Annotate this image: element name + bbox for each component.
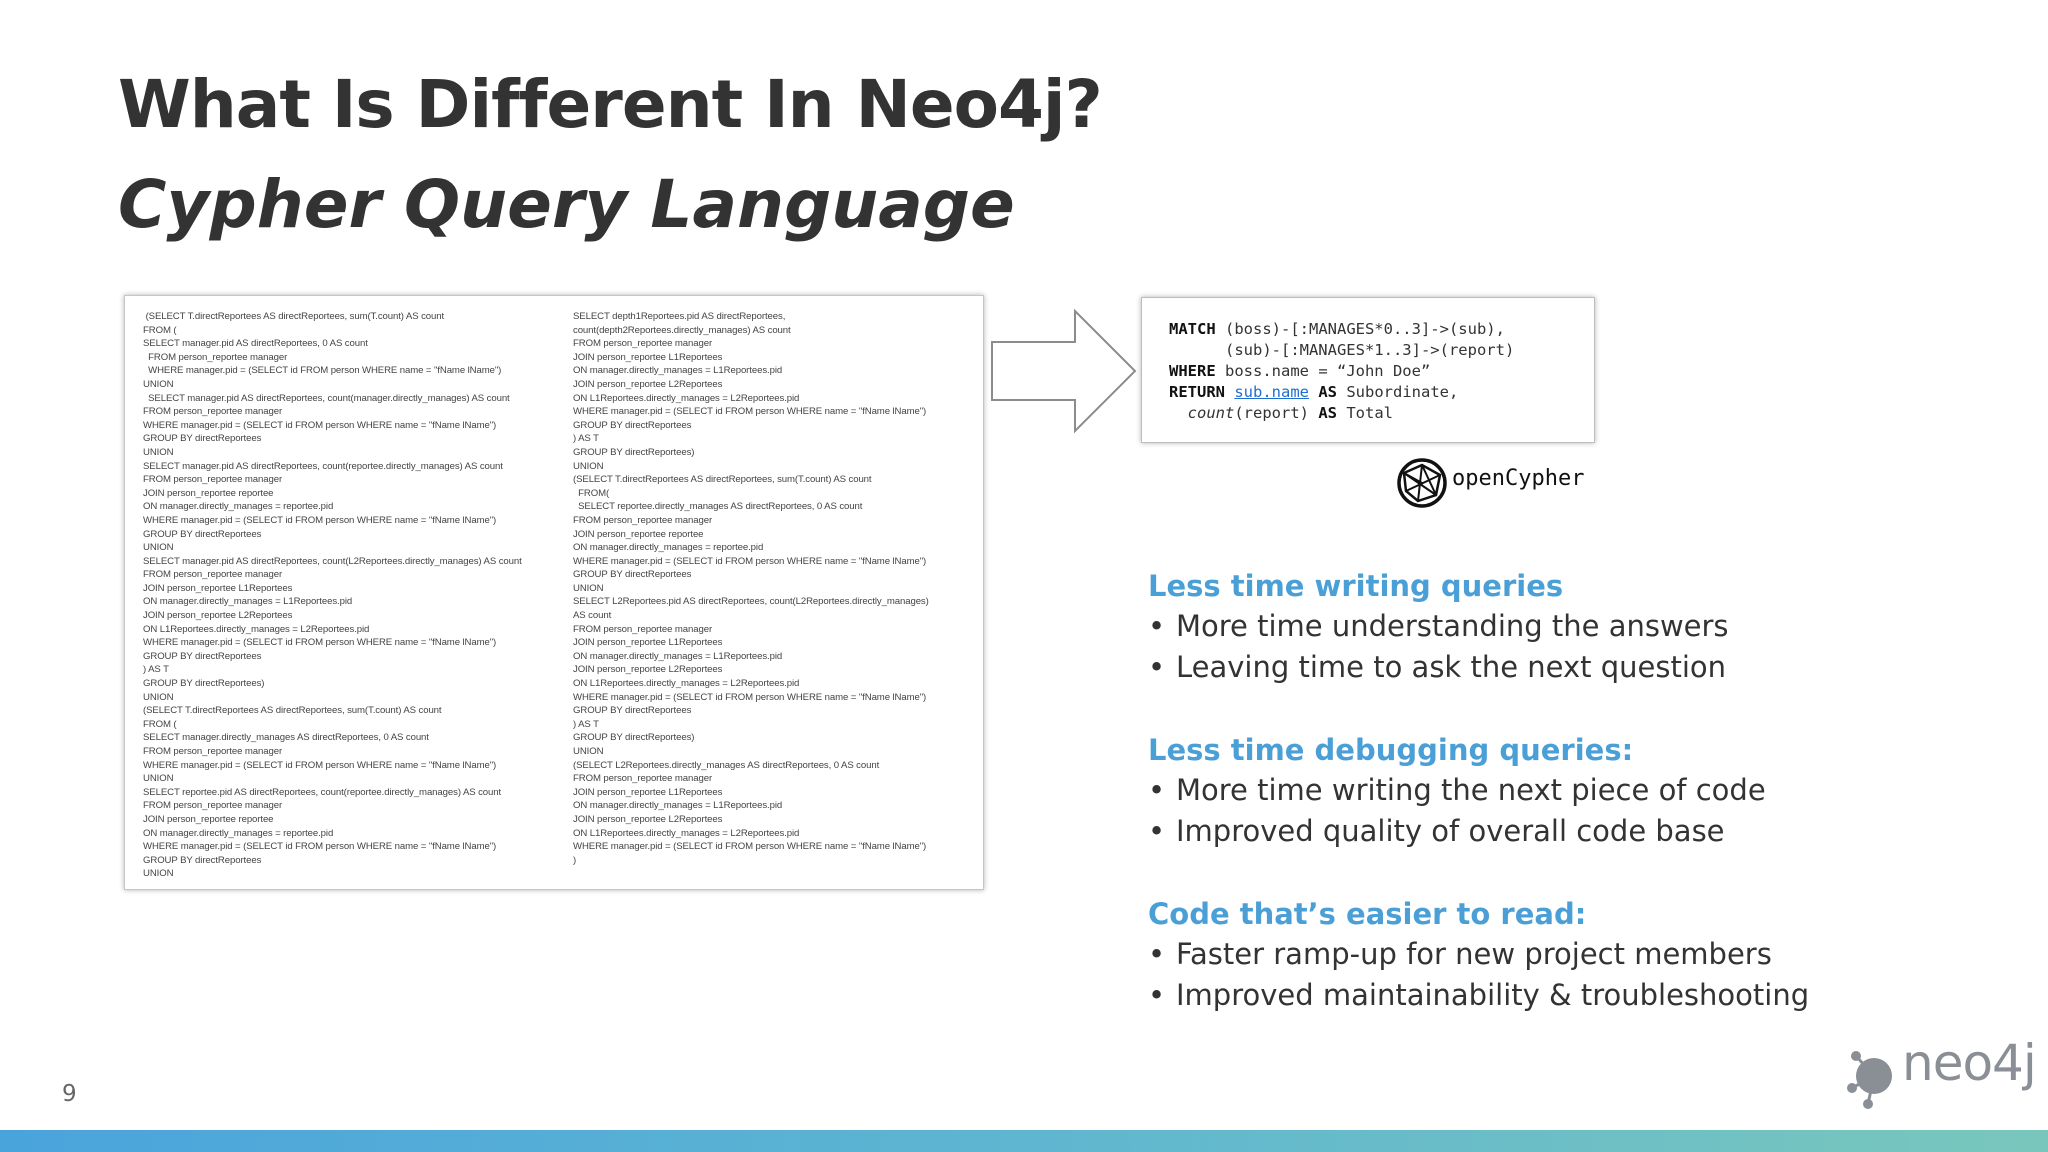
sql-line: JOIN person_reportee L1Reportees <box>573 786 723 798</box>
bullet-text: Faster ramp-up for new project members <box>1176 937 1772 971</box>
section-heading: Less time debugging queries: <box>1148 733 1634 767</box>
sql-line: (SELECT T.directReportees AS directReportees, sum(T.count) AS count <box>573 474 872 486</box>
sql-line: FROM person_reportee manager <box>143 474 283 486</box>
sql-line: ON manager.directly_manages = reportee.pid <box>143 827 334 839</box>
bullet-item <box>1148 811 1766 852</box>
bullet-dot: • <box>1148 814 1166 848</box>
section-writing <box>1148 566 1729 688</box>
sql-line: ON manager.directly_manages = L1Reportees.pid <box>573 650 783 662</box>
cypher-text: (report) <box>1234 404 1309 422</box>
sql-line: UNION <box>143 691 174 703</box>
bullet-item <box>1148 606 1729 647</box>
sql-line: UNION <box>143 542 174 554</box>
bullet-text: More time writing the next piece of code <box>1176 773 1766 807</box>
cypher-keyword: AS <box>1318 383 1338 401</box>
sql-line: JOIN person_reportee L1Reportees <box>143 582 293 594</box>
sql-line: UNION <box>573 460 604 472</box>
sql-line: UNION <box>573 746 604 757</box>
sql-line: GROUP BY directReportees <box>573 569 692 581</box>
sql-line: ON manager.directly_manages = reportee.pid <box>143 501 334 513</box>
cypher-text: (sub)-[:MANAGES*1..3]->(report) <box>1169 341 1515 359</box>
sql-line: GROUP BY directReportees) <box>573 732 695 744</box>
bullet-dot: • <box>1148 773 1166 807</box>
sql-line: WHERE manager.pid = (SELECT id FROM person WHERE name = "fName lName") <box>573 841 927 853</box>
sql-column-right <box>573 310 929 867</box>
bullet-dot: • <box>1148 978 1166 1012</box>
sql-line: FROM person_reportee manager <box>143 569 283 581</box>
sql-line: SELECT reportee.pid AS directReportees, count(reportee.directly_manages) AS count <box>143 786 502 798</box>
cypher-line-1 <box>1169 319 1594 340</box>
sql-line: FROM ( <box>143 718 177 730</box>
sql-line: WHERE manager.pid = (SELECT id FROM person WHERE name = "fName lName") <box>143 759 497 771</box>
bullet-text: Leaving time to ask the next question <box>1176 650 1727 684</box>
cypher-text: Subordinate, <box>1337 383 1459 401</box>
sql-line: (SELECT T.directReportees AS directReportees, sum(T.count) AS count <box>143 705 442 717</box>
cypher-keyword: MATCH <box>1169 320 1216 338</box>
bullet-item <box>1148 647 1729 688</box>
sql-line: JOIN person_reportee L2Reportees <box>143 610 293 622</box>
bullet-dot: • <box>1148 650 1166 684</box>
neo4j-graph-icon <box>1844 1044 1906 1110</box>
sql-line: SELECT reportee.directly_manages AS directReportees, 0 AS count <box>573 501 863 513</box>
sql-line: SELECT L2Reportees.pid AS directReportees, count(L2Reportees.directly_manages) <box>573 596 929 608</box>
cypher-text: Total <box>1337 404 1394 422</box>
sql-line: WHERE manager.pid = (SELECT id FROM person WHERE name = "fName lName") <box>143 637 497 649</box>
bullet-item <box>1148 934 1809 975</box>
sql-line: SELECT manager.pid AS directReportees, count(reportee.directly_manages) AS count <box>143 460 503 472</box>
slide-subtitle: Cypher Query Language <box>118 166 1015 243</box>
section-debugging <box>1148 730 1766 852</box>
sql-line: FROM person_reportee manager <box>573 623 713 635</box>
sql-line: ) AS T <box>573 718 599 730</box>
section-heading: Code that’s easier to read: <box>1148 897 1587 931</box>
sql-line: ) <box>573 854 577 866</box>
sql-line: JOIN person_reportee reportee <box>573 528 704 540</box>
sql-line: SELECT depth1Reportees.pid AS directReportees, <box>573 311 786 322</box>
sql-line: ON manager.directly_manages = L1Reportees.pid <box>573 800 783 812</box>
sql-line: SELECT manager.pid AS directReportees, count(L2Reportees.directly_manages) AS count <box>143 555 522 567</box>
cypher-line-5 <box>1169 403 1594 424</box>
sql-line: GROUP BY directReportees) <box>573 446 695 458</box>
sql-line: FROM person_reportee manager <box>143 351 288 363</box>
sql-line: GROUP BY directReportees <box>573 705 692 717</box>
right-arrow-icon <box>990 308 1140 434</box>
sql-line: WHERE manager.pid = (SELECT id FROM person WHERE name = "fName lName") <box>143 514 497 526</box>
bullet-item <box>1148 975 1809 1016</box>
sql-line: ON manager.directly_manages = reportee.pid <box>573 542 764 554</box>
sql-line: FROM person_reportee manager <box>573 773 713 785</box>
cypher-line-3 <box>1169 361 1594 382</box>
sql-line: ON manager.directly_manages = L1Reportees.pid <box>573 365 783 377</box>
sql-line: JOIN person_reportee L1Reportees <box>573 351 723 363</box>
sql-line: GROUP BY directReportees <box>143 433 262 445</box>
sql-line: UNION <box>143 773 174 785</box>
sql-line: GROUP BY directReportees <box>573 419 692 431</box>
sql-line: GROUP BY directReportees <box>143 854 262 866</box>
sql-line: WHERE manager.pid = (SELECT id FROM person WHERE name = "fName lName") <box>573 406 927 418</box>
cypher-keyword: WHERE <box>1169 362 1216 380</box>
section-heading: Less time writing queries <box>1148 569 1564 603</box>
sql-line: WHERE manager.pid = (SELECT id FROM person WHERE name = "fName lName") <box>143 841 497 853</box>
sql-line: FROM( <box>573 487 610 499</box>
sql-line: ) AS T <box>573 433 599 445</box>
cypher-keyword: AS <box>1318 404 1338 422</box>
sql-line: JOIN person_reportee L2Reportees <box>573 664 723 676</box>
sql-line: ON L1Reportees.directly_manages = L2Reportees.pid <box>573 827 800 839</box>
sql-line: ON L1Reportees.directly_manages = L2Reportees.pid <box>573 392 800 404</box>
bullet-text: Improved maintainability & troubleshooting <box>1176 978 1810 1012</box>
sql-line: WHERE manager.pid = (SELECT id FROM person WHERE name = "fName lName") <box>573 691 927 703</box>
sql-line: WHERE manager.pid = (SELECT id FROM person WHERE name = "fName lName") <box>573 555 927 567</box>
section-readability <box>1148 894 1809 1016</box>
sql-line: WHERE manager.pid = (SELECT id FROM person WHERE name = "fName lName") <box>143 419 497 431</box>
bullet-item <box>1148 770 1766 811</box>
sql-column-left <box>143 310 522 881</box>
sql-line: (SELECT L2Reportees.directly_manages AS directReportees, 0 AS count <box>573 759 880 771</box>
sql-line: FROM person_reportee manager <box>143 800 283 812</box>
sql-line: JOIN person_reportee L2Reportees <box>573 378 723 390</box>
sql-line: UNION <box>143 868 174 880</box>
sql-line: ON manager.directly_manages = L1Reportees.pid <box>143 596 353 608</box>
cypher-text: boss.name = “John Doe” <box>1215 362 1431 380</box>
sql-line: UNION <box>573 582 604 594</box>
sql-line: ON L1Reportees.directly_manages = L2Reportees.pid <box>143 623 370 635</box>
bullet-dot: • <box>1148 937 1166 971</box>
sql-line: UNION <box>143 378 174 390</box>
sql-line: FROM person_reportee manager <box>573 514 713 526</box>
sql-line: JOIN person_reportee reportee <box>143 813 274 825</box>
footer-gradient-bar <box>0 1130 2048 1152</box>
sql-line: UNION <box>143 446 174 458</box>
page-number: 9 <box>62 1081 77 1107</box>
bullet-text: More time understanding the answers <box>1176 609 1729 643</box>
bullet-text: Improved quality of overall code base <box>1176 814 1725 848</box>
sql-line: JOIN person_reportee L1Reportees <box>573 637 723 649</box>
cypher-line-4 <box>1169 382 1594 403</box>
sql-line: FROM person_reportee manager <box>573 338 713 350</box>
sql-line: FROM ( <box>143 324 177 336</box>
opencypher-globe-icon <box>1396 457 1448 509</box>
sub-name-link[interactable]: sub.name <box>1234 383 1309 401</box>
opencypher-label: openCypher <box>1452 466 1585 491</box>
sql-line: GROUP BY directReportees) <box>143 678 265 690</box>
sql-line: count(depth2Reportees.directly_manages) AS count <box>573 324 791 336</box>
sql-line: GROUP BY directReportees <box>143 650 262 662</box>
sql-line: AS count <box>573 610 612 622</box>
sql-line: FROM person_reportee manager <box>143 406 283 418</box>
sql-line: SELECT manager.pid AS directReportees, 0 AS count <box>143 338 368 350</box>
sql-line: JOIN person_reportee reportee <box>143 487 274 499</box>
sql-line: JOIN person_reportee L2Reportees <box>573 813 723 825</box>
cypher-line-2 <box>1169 340 1594 361</box>
sql-line: WHERE manager.pid = (SELECT id FROM person WHERE name = "fName lName") <box>143 365 502 377</box>
slide-title: What Is Different In Neo4j? <box>118 66 1102 143</box>
sql-query-screenshot <box>124 295 984 890</box>
sql-line: ) AS T <box>143 664 169 676</box>
bullet-dot: • <box>1148 609 1166 643</box>
sql-line: GROUP BY directReportees <box>143 528 262 540</box>
cypher-function: count <box>1187 404 1235 422</box>
cypher-keyword: RETURN <box>1169 383 1225 401</box>
sql-line: FROM person_reportee manager <box>143 746 283 757</box>
sql-line: SELECT manager.pid AS directReportees, count(manager.directly_manages) AS count <box>143 392 510 404</box>
cypher-query-box <box>1141 297 1595 443</box>
cypher-text: (boss)-[:MANAGES*0..3]->(sub), <box>1215 320 1505 338</box>
neo4j-logo-text: neo4j <box>1902 1034 2036 1092</box>
sql-line: ON L1Reportees.directly_manages = L2Reportees.pid <box>573 678 800 690</box>
sql-line: (SELECT T.directReportees AS directReportees, sum(T.count) AS count <box>143 311 445 322</box>
sql-line: SELECT manager.directly_manages AS directReportees, 0 AS count <box>143 732 429 744</box>
